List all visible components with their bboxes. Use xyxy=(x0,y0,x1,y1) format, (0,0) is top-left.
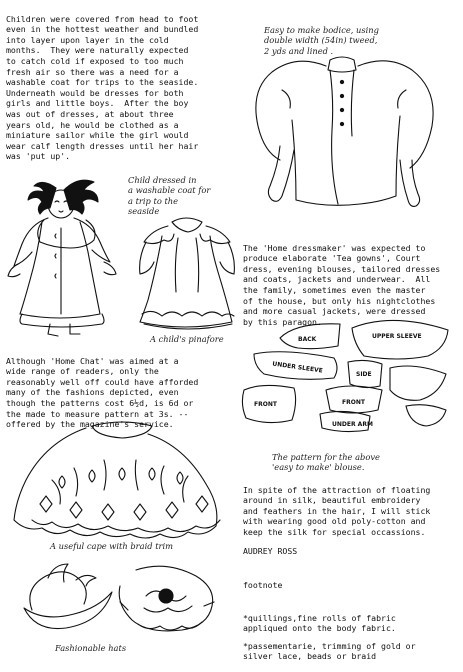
dressmaker-line: by this paragon. xyxy=(243,316,322,327)
dressmaker-line: dress, evening blouses, tailored dresses xyxy=(243,263,441,274)
intro-line: years old, he would be clothed as a xyxy=(6,119,179,130)
closing-line: with wearing good old poly-cotton and xyxy=(243,516,426,527)
intro-line: Underneath would be dresses for both xyxy=(6,87,184,98)
label-front: FRONT xyxy=(254,401,277,408)
intro-line: girls and little boys. After the boy xyxy=(6,98,189,109)
dressmaker-line: produce elaborate 'Tea gowns', Court xyxy=(243,253,421,264)
hats-illustration xyxy=(18,560,228,644)
label-back: BACK xyxy=(298,336,317,343)
home-chat-line: Although 'Home Chat' was aimed at a xyxy=(6,355,179,366)
child-coat-illustration xyxy=(4,168,129,338)
label-upper-sleeve: UPPER SLEEVE xyxy=(372,333,422,340)
home-chat-line: offered by the magazine's service. xyxy=(6,419,174,430)
label-side: SIDE xyxy=(356,371,372,378)
closing-paragraph xyxy=(243,474,430,548)
caption-bodice: Easy to make bodice, using double width (54in) tweed, 2 yds and lined . xyxy=(264,24,379,56)
home-chat-line: wide range of readers, only the xyxy=(6,366,159,377)
intro-line: miniature sailor while the girl would xyxy=(6,130,189,141)
pattern-piece-side xyxy=(348,360,382,387)
dressmaker-line: of the house, but only his nightclothes xyxy=(243,295,436,306)
label-under-arm: UNDER ARM xyxy=(332,421,373,428)
intro-paragraph xyxy=(6,3,198,173)
dressmaker-line: the family, sometimes even the master xyxy=(243,284,426,295)
caption-child-coat: Child dressed in a washable coat for a trip to the seaside xyxy=(128,174,211,216)
pattern-piece-front xyxy=(242,385,295,422)
intro-line: months. They were naturally expected xyxy=(6,45,189,56)
intro-line: to catch cold if exposed to too much xyxy=(6,55,184,66)
intro-line: was 'put up'. xyxy=(6,151,71,162)
author-name: AUDREY ROSS xyxy=(243,546,298,556)
cape-illustration xyxy=(12,420,234,538)
dressmaker-line: The 'Home dressmaker' was expected to xyxy=(243,242,426,253)
dressmaker-line: and more casual jackets, were dressed xyxy=(243,306,426,317)
pattern-piece-upper-sleeve xyxy=(352,320,448,359)
pattern-piece-under-arm xyxy=(320,411,373,431)
intro-line: washable coat for trips to the seaside. xyxy=(6,77,199,88)
closing-line: and feathers in the hair, I will stick xyxy=(243,505,431,516)
caption-pinafore: A child's pinafore xyxy=(150,334,224,344)
label-front-2: FRONT xyxy=(342,399,365,406)
intro-line: Children were covered from head to foot xyxy=(6,13,199,24)
caption-pattern: The pattern for the above 'easy to make' blouse. xyxy=(272,451,380,472)
intro-line: was out of dresses, at about three xyxy=(6,108,174,119)
label-under-sleeve: UNDER SLEEVE xyxy=(271,360,324,375)
caption-hats: Fashionable hats xyxy=(55,643,127,653)
intro-line: wear calf length dresses until her hair xyxy=(6,140,199,151)
footnote-passementarie: *passementarie, trimming of gold or silver lace, beads or braid xyxy=(243,640,416,662)
intro-line: fresh air so there was a need for a xyxy=(6,66,179,77)
footnote-heading: footnote xyxy=(243,580,283,590)
pattern-pieces-illustration xyxy=(240,314,460,436)
closing-line: In spite of the attraction of floating xyxy=(243,484,431,495)
pattern-piece-under-sleeve xyxy=(254,352,337,380)
pinafore-illustration xyxy=(132,214,242,334)
closing-line: keep the silk for special occassions. xyxy=(243,526,426,537)
pattern-piece-back xyxy=(280,324,340,349)
intro-line: even in the hottest weather and bundled xyxy=(6,24,199,35)
footnote-quillings: *quillings,fine rolls of fabric appliqued onto the body fabric. xyxy=(243,612,396,634)
home-chat-line: reasonably well off could have afforded xyxy=(6,376,199,387)
bodice-illustration xyxy=(246,50,456,220)
pattern-piece-front-2 xyxy=(326,386,382,413)
caption-cape: A useful cape with braid trim xyxy=(50,541,174,551)
closing-line: around in silk, beautiful embroidery xyxy=(243,495,421,506)
home-chat-line: the made to measure pattern at 3s. -- xyxy=(6,408,189,419)
intro-line: into layer upon layer in the cold xyxy=(6,34,169,45)
home-chat-line: though the patterns cost 6½d, is 6d or xyxy=(6,397,194,408)
dressmaker-line: and coats, jackets and underwear. All xyxy=(243,274,431,285)
home-chat-line: many of the fashions depicted, even xyxy=(6,387,179,398)
